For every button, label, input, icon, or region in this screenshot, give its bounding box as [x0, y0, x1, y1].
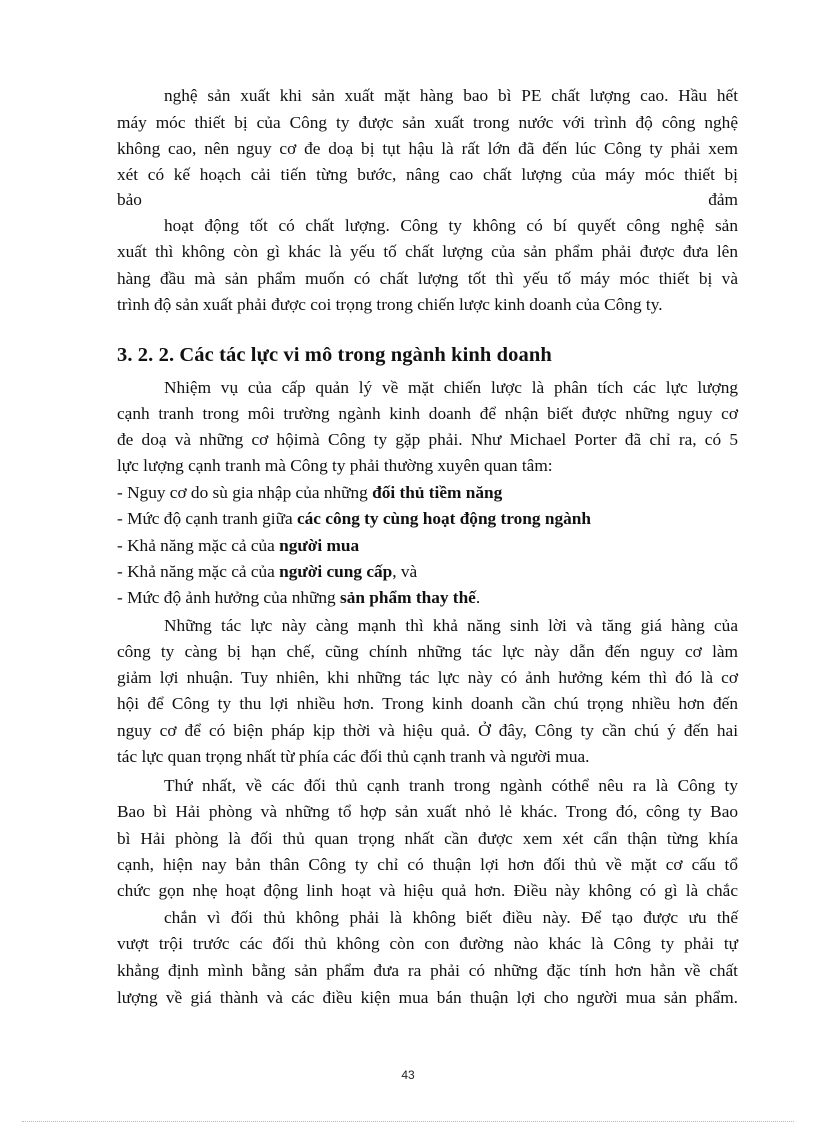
list-item-bold: người mua: [279, 536, 360, 555]
text-line: cạnh, hiện nay bản thân Công ty chỉ có thuận lợi hơn đối thủ về mặt cơ cấu tổ: [117, 855, 738, 874]
text-line: xét có kế hoạch cải tiến từng bước, nâng cao chất lượng của máy móc thiết bị: [117, 165, 738, 184]
page-number: 43: [401, 1068, 415, 1082]
text-line: khẳng định mình bằng sản phẩm đưa ra phải có những đặc tính hơn hẳn về chất: [117, 961, 738, 980]
text-line: hàng đầu mà sản phẩm muốn có chất lượng tốt thì yếu tố máy móc thiết bị và: [117, 269, 738, 288]
text-line: công ty càng bị hạn chế, cũng chính những tác lực này dẫn đến nguy cơ làm: [117, 642, 738, 661]
page-bottom-divider: [22, 1121, 794, 1122]
text-line: Nhiệm vụ của cấp quản lý về mặt chiến lược là phân tích các lực lượng: [164, 378, 738, 397]
text-line: trình độ sản xuất phải được coi trọng trong chiến lược kinh doanh của Công ty.: [117, 295, 663, 314]
list-item-text: - Mức độ cạnh tranh giữa: [117, 509, 297, 528]
text-line: đe doạ và những cơ hộimà Công ty gặp phải. Như Michael Porter đã chỉ ra, có 5: [117, 430, 738, 449]
text-fragment: đảm: [708, 190, 738, 209]
list-item: [117, 588, 480, 608]
text-line: Những tác lực này càng mạnh thì khả năng sinh lời và tăng giá hàng của: [164, 616, 738, 635]
list-item-suffix: .: [475, 588, 481, 607]
text-line: nghệ sản xuất khi sản xuất mặt hàng bao bì PE chất lượng cao. Hầu hết: [164, 86, 738, 105]
text-line: không cao, nên nguy cơ đe doạ bị tụt hậu là rất lớn đã đến lúc Công ty phải xem: [117, 139, 738, 158]
text-line: hội để Công ty thu lợi nhiều hơn. Trong kinh doanh cần chú trọng nhiều hơn đến: [117, 694, 738, 713]
text-line: lực lượng cạnh tranh mà Công ty phải thường xuyên quan tâm:: [117, 456, 553, 475]
list-item: [117, 562, 417, 582]
list-item: [117, 509, 591, 529]
list-item-text: - Mức độ ảnh hưởng của những: [117, 588, 340, 607]
list-item: [117, 483, 502, 503]
section-heading: 3. 2. 2. Các tác lực vi mô trong ngành kinh doanh: [117, 344, 552, 366]
list-item-bold: sản phẩm thay thế: [339, 588, 476, 607]
list-item-text: - Nguy cơ do sù gia nhập của những: [117, 483, 373, 502]
list-item-bold: người cung cấp: [279, 562, 393, 581]
list-item-suffix: , và: [392, 562, 418, 581]
list-item-bold: đối thủ tiềm năng: [372, 483, 503, 502]
text-line: Bao bì Hải phòng và những tổ hợp sản xuất nhỏ lẻ khác. Trong đó, công ty Bao: [117, 802, 738, 821]
text-line: chắn vì đối thủ không phải là không biết điều này. Để tạo được ưu thế: [164, 908, 738, 927]
text-line: hoạt động tốt có chất lượng. Công ty không có bí quyết công nghệ sản: [164, 216, 738, 235]
text-line: nguy cơ để có biện pháp kịp thời và hiệu quả. Ở đây, Công ty cần chú ý đến hai: [117, 721, 738, 740]
text-line: giảm lợi nhuận. Tuy nhiên, khi những tác lực này có ảnh hưởng kém thì đó là cơ: [117, 668, 738, 687]
text-line: vượt trội trước các đối thủ không còn con đường nào khác là Công ty phải tự: [117, 934, 738, 953]
list-item-bold: các công ty cùng hoạt động trong ngành: [296, 509, 591, 528]
text-line: chức gọn nhẹ hoạt động linh hoạt và hiệu quả hơn. Điều này không có gì là chắc: [117, 881, 738, 900]
text-line: Thứ nhất, về các đối thủ cạnh tranh trong ngành cóthể nêu ra là Công ty: [164, 776, 738, 795]
list-item: [117, 536, 359, 556]
text-line: tác lực quan trọng nhất từ phía các đối thủ cạnh tranh và người mua.: [117, 747, 590, 766]
text-line: lượng về giá thành và các điều kiện mua bán thuận lợi cho người mua sản phẩm.: [117, 988, 738, 1007]
text-line: bì Hải phòng là đối thủ quan trọng nhất cần được xem xét cẩn thận từng khía: [117, 829, 738, 848]
text-line: máy móc thiết bị của Công ty được sản xuất trong nước với trình độ công nghệ: [117, 113, 738, 132]
list-item-text: - Khả năng mặc cả của: [117, 562, 280, 581]
list-item-text: - Khả năng mặc cả của: [117, 536, 280, 555]
text-line: xuất thì không còn gì khác là yếu tố chất lượng của sản phẩm phải được đưa lên: [117, 242, 738, 261]
text-line: cạnh tranh trong môi trường ngành kinh doanh để nhận biết được những nguy cơ: [117, 404, 738, 423]
text-fragment: bảo: [117, 190, 142, 209]
